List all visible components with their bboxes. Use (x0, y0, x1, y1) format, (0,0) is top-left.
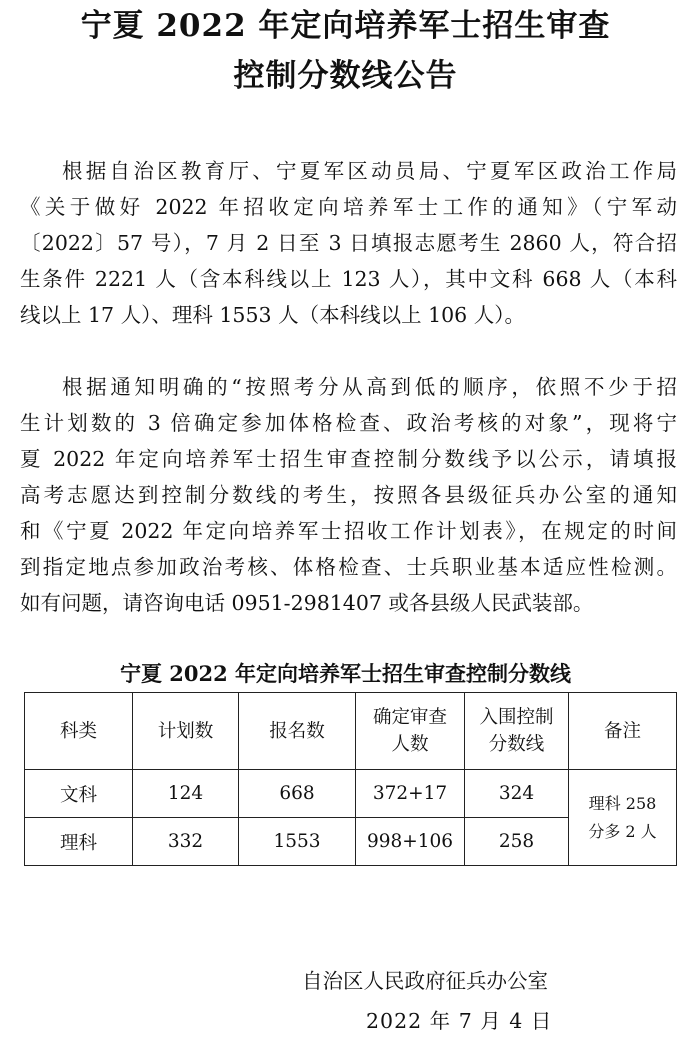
table-cell: 理科 (25, 818, 133, 866)
paragraph-1-line: 生条件 2221 人（含本科线以上 123 人），其中文科 668 人（本科 (20, 267, 677, 291)
header-cell-cutoff: 入围控制 分数线 (465, 693, 569, 770)
paragraph-1-line: 根据自治区教育厅、宁夏军区动员局、宁夏军区政治工作局 (62, 159, 677, 183)
paragraph-2-line: 根据通知明确的“按照考分从高到低的顺序，依照不少于招 (62, 375, 677, 399)
header-cell-applicants: 报名数 (239, 693, 356, 770)
table-cell: 372+17 (356, 770, 465, 818)
table-cell: 998+106 (356, 818, 465, 866)
table-row (25, 770, 677, 818)
remarks-line: 分多 2 人 (588, 821, 657, 841)
table-cell: 124 (133, 770, 239, 818)
paragraph-1 (20, 153, 677, 333)
paragraph-1-line: 《关于做好 2022 年招收定向培养军士工作的通知》（宁军动 (20, 195, 677, 219)
signature-organization: 自治区人民政府征兵办公室 (302, 969, 548, 993)
paragraph-2-line: 高考志愿达到控制分数线的考生，按照各县级征兵办公室的通知 (20, 483, 677, 507)
table-cell: 1553 (239, 818, 356, 866)
paragraph-2-line: 和《宁夏 2022 年定向培养军士招收工作计划表》，在规定的时间 (20, 519, 677, 543)
paragraph-1-line: 〔2022〕57 号），7 月 2 日至 3 日填报志愿考生 2860 人，符合招 (20, 231, 677, 255)
table-title: 宁夏 2022 年定向培养军士招生审查控制分数线 (119, 661, 572, 686)
table-cell: 324 (465, 770, 569, 818)
score-table (24, 692, 677, 866)
remarks-line: 理科 258 (588, 793, 657, 813)
paragraph-2 (20, 369, 677, 621)
header-cell-plan: 计划数 (133, 693, 239, 770)
paragraph-2-line: 夏 2022 年定向培养军士招生审查控制分数线予以公示，请填报 (20, 447, 677, 471)
table-cell: 258 (465, 818, 569, 866)
signature-date: 2022 年 7 月 4 日 (366, 1009, 553, 1033)
header-cell-subject: 科类 (25, 693, 133, 770)
table-header-row (25, 693, 677, 770)
paragraph-2-line: 生计划数的 3 倍确定参加体格检查、政治考核的对象”，现将宁 (20, 411, 677, 435)
paragraph-1-line: 线以上 17 人）、理科 1553 人（本科线以上 106 人）。 (20, 303, 525, 327)
header-cell-remarks: 备注 (569, 693, 677, 770)
document-title-line-2: 控制分数线公告 (233, 58, 458, 94)
remarks-cell (569, 770, 677, 866)
document-title-line-1: 宁夏 2022 年定向培养军士招生审查 (80, 8, 611, 44)
paragraph-2-line: 到指定地点参加政治考核、体格检查、士兵职业基本适应性检测。 (20, 555, 677, 579)
header-cell-review-count: 确定审查 人数 (356, 693, 465, 770)
paragraph-2-line: 如有问题，请咨询电话 0951-2981407 或各县级人民武装部。 (20, 591, 594, 615)
table-cell: 332 (133, 818, 239, 866)
table-cell: 668 (239, 770, 356, 818)
table-cell: 文科 (25, 770, 133, 818)
